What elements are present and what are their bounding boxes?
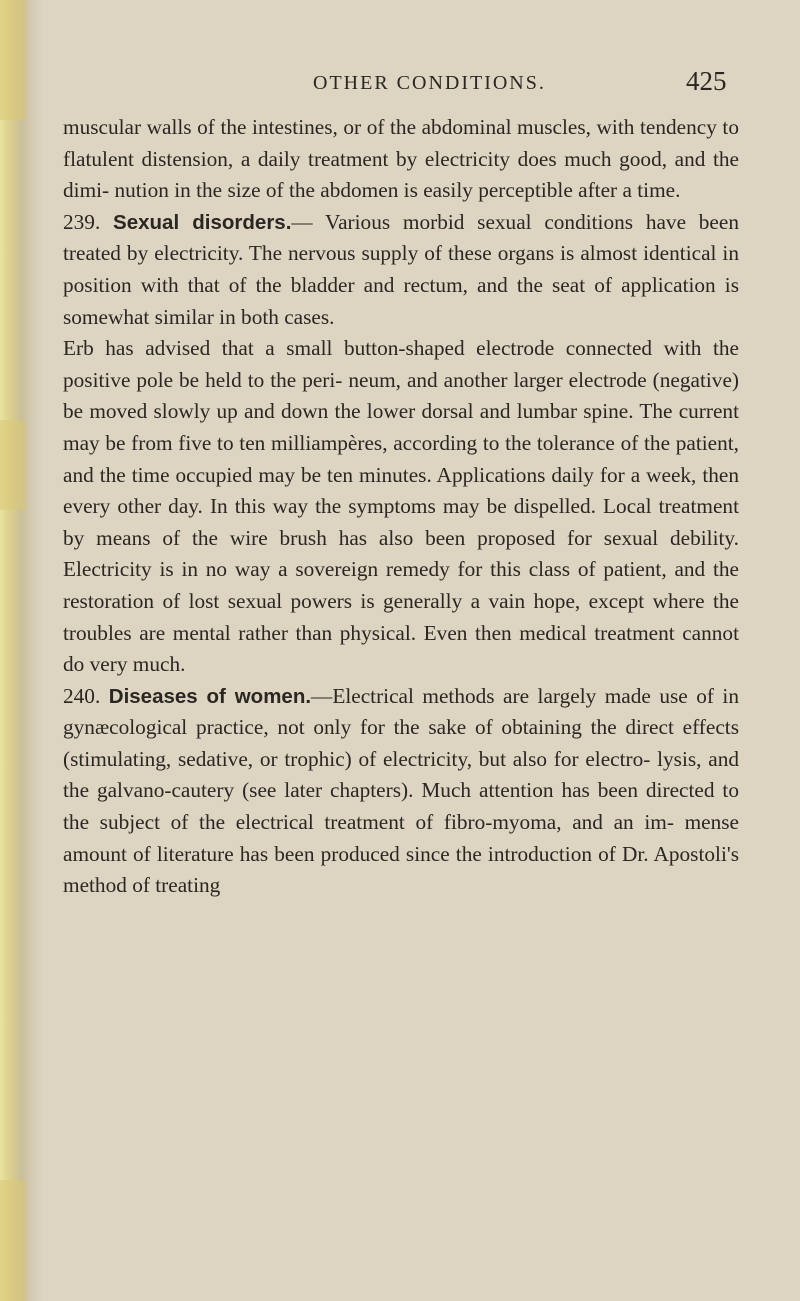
paragraph-text: — Various morbid sexual conditions have been treated by electricity. The nervous supply of these organs is almost identical in position with that of the bladder and rectum, and the seat of application is somewhat similar in both cases. [63, 209, 739, 329]
paragraph-text: —Electrical methods are largely made use of in gynæcological practice, not only for the sake of obtaining the direct effects (stimulating, sedative, or trophic) of electricity, but also for electro- lysis, and the galvano-cautery (see later chapters). Much attention has been directed to the subject of the electrical treatment of fibro-myoma, and an im- mense amount of literature has been produced since the introduction of Dr. Apostoli's method of treating [63, 683, 739, 898]
section-heading: Diseases of women. [108, 684, 312, 708]
section-heading: Sexual disorders. [113, 210, 292, 234]
page-number: 425 [686, 66, 727, 96]
running-head: OTHER CONDITIONS. [313, 72, 546, 94]
section-number: 240. [63, 683, 101, 708]
paragraph-text: Erb has advised that a small button-shaped electrode connected with the positive pole be held to the peri- neum, and another larger electrode (negative) be moved slowly up and down the lower dorsal and lumbar spine. The current may be from five to ten milliampères, according to the tolerance of the patient, and the time occupied may be ten minutes. Applications daily for a week, then every other day. In this way the symptoms may be dispelled. Local treatment by means of the wire brush has also been proposed for sexual debility. Electricity is in no way a sovereign remedy for this class of patient, and the restoration of lost sexual powers is generally a vain hope, except where the troubles are mental rather than physical. Even then medical treatment cannot do very much. [63, 336, 739, 677]
section-240 [63, 681, 739, 902]
paragraph-text: muscular walls of the intestines, or of the abdominal muscles, with tendency to flatulent distension, a daily treatment by electricity does much good, and the dimi- nution in the size of the abdomen is easily perceptible after a time. [63, 115, 739, 203]
paragraph [63, 112, 739, 207]
paragraph [63, 333, 739, 681]
body-text [63, 112, 739, 902]
section-239 [63, 207, 739, 333]
page-header [0, 66, 800, 106]
section-number: 239. [63, 209, 101, 234]
